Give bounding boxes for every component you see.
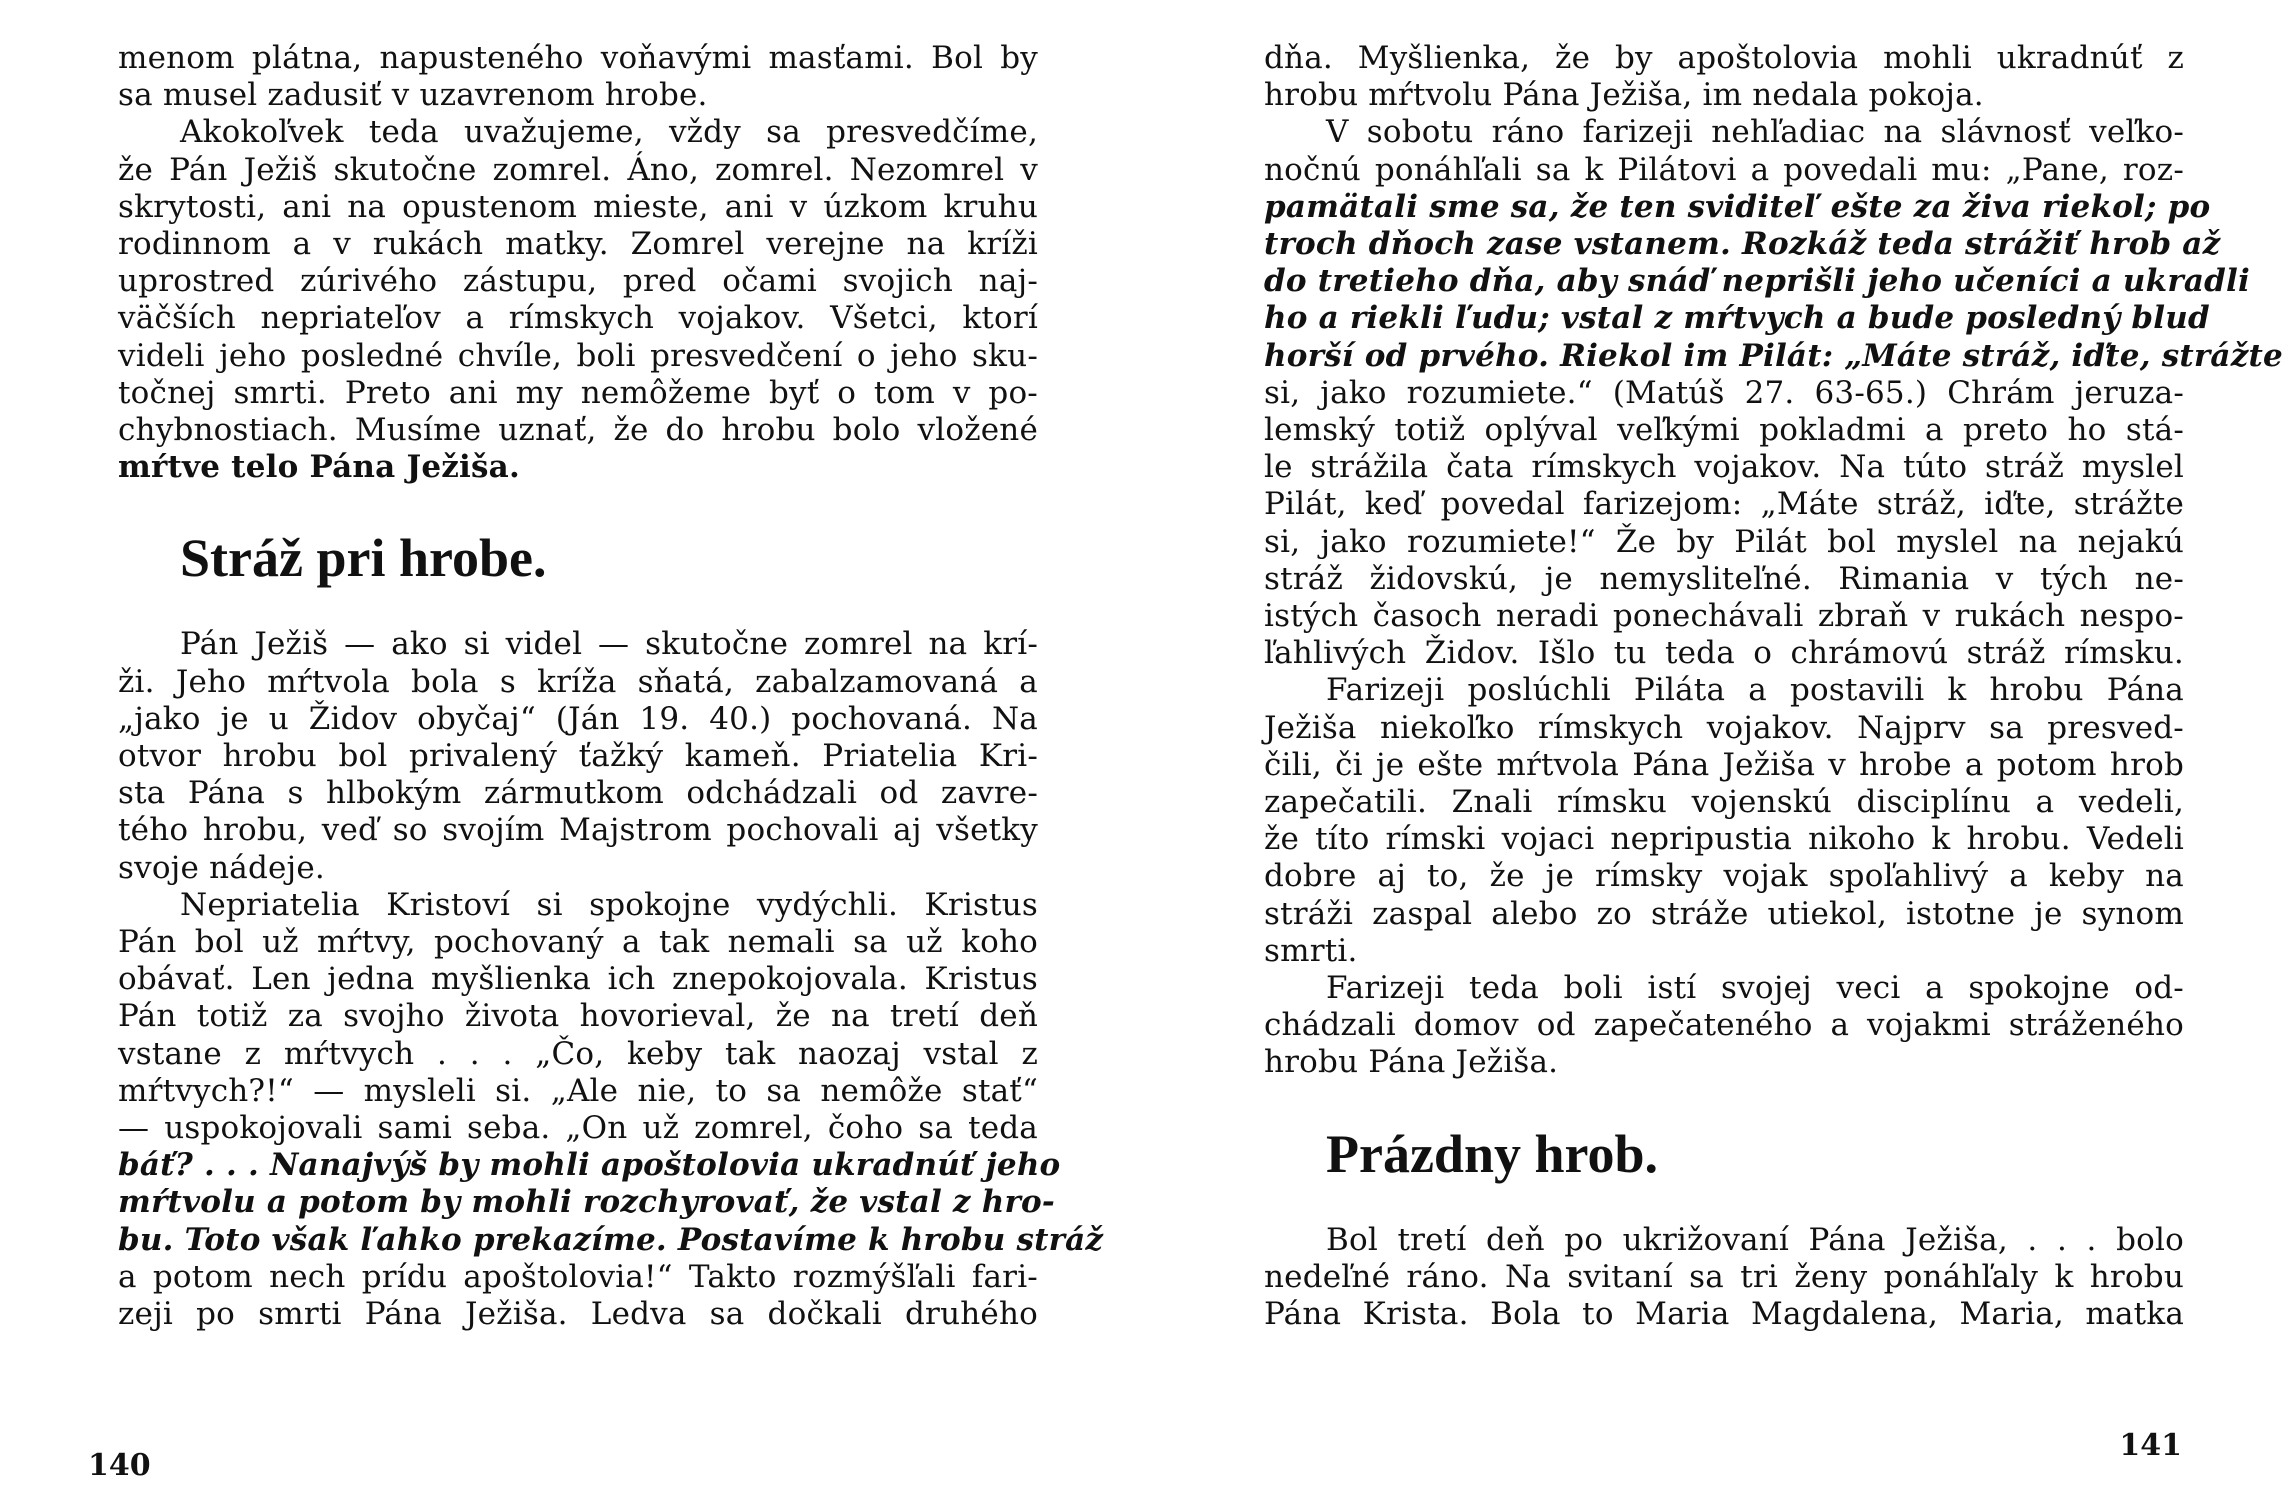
text-line: V sobotu ráno farizeji nehľadiac na slávnosť veľko- xyxy=(1326,114,2184,151)
text-line: Akokoľvek teda uvažujeme, vždy sa presvedčíme, xyxy=(180,114,1038,151)
text-line: bu. Toto však ľahko prekazíme. Postavíme k hrobu stráž xyxy=(118,1221,1104,1258)
text-line: Ježiša niekoľko rímskych vojakov. Najprv sa presved- xyxy=(1264,709,2184,746)
text-line: Pilát, keď povedal farizejom: „Máte stráž, iďte, strážte xyxy=(1264,486,2184,523)
text-line: mŕtvych?!“ — mysleli si. „Ale nie, to sa nemôže stať“ xyxy=(118,1072,1038,1109)
text-line: uprostred zúrivého zástupu, pred očami svojich naj- xyxy=(118,263,1038,300)
text-line: chádzali domov od zapečateného a vojakmi stráženého xyxy=(1264,1007,2184,1044)
text-line: chybnostiach. Musíme uznať, že do hrobu bolo vložené xyxy=(118,412,1038,449)
left-text-block-2 xyxy=(118,626,1104,1333)
text-line: videli jeho posledné chvíle, boli presvedčení o jeho sku- xyxy=(118,337,1038,374)
text-line: lemský totiž oplýval veľkými pokladmi a preto ho stá- xyxy=(1264,412,2184,449)
text-line: obávať. Len jedna myšlienka ich znepokojovala. Kristus xyxy=(118,961,1038,998)
text-line: mŕtvolu a potom by mohli rozchyrovať, že vstal z hro- xyxy=(118,1184,1055,1221)
right-page xyxy=(1146,0,2292,1500)
text-line: stráž židovskú, je nemysliteľné. Rimania v tých ne- xyxy=(1264,560,2184,597)
text-line: skrytosti, ani na opustenom mieste, ani v úzkom kruhu xyxy=(118,188,1038,225)
text-line: Pán totiž za svojho života hovorieval, že na tretí deň xyxy=(118,998,1038,1035)
text-line: nedeľné ráno. Na svitaní sa tri ženy ponáhľaly k hrobu xyxy=(1264,1258,2184,1295)
section-heading: Stráž pri hrobe. xyxy=(180,528,547,589)
text-line: čili, či je ešte mŕtvola Pána Ježiša v hrobe a potom hrob xyxy=(1264,746,2184,783)
text-line: väčších nepriateľov a rímskych vojakov. Všetci, ktorí xyxy=(118,300,1038,337)
page-number: 140 xyxy=(88,1448,151,1483)
text-line: vstane z mŕtvych . . . „Čo, keby tak naozaj vstal z xyxy=(118,1035,1038,1072)
text-line: tého hrobu, veď so svojím Majstrom pochovali aj všetky xyxy=(118,812,1038,849)
text-line: otvor hrobu bol privalený ťažký kameň. Priatelia Kri- xyxy=(118,738,1038,775)
text-line: do tretieho dňa, aby snáď neprišli jeho učeníci a ukradli xyxy=(1264,263,2250,300)
text-line: že títo rímski vojaci nepripustia nikoho k hrobu. Vedeli xyxy=(1264,821,2184,858)
text-line: Bol tretí deň po ukrižovaní Pána Ježiša, . . . bolo xyxy=(1326,1221,2184,1258)
text-line: stráži zaspal alebo zo stráže utiekol, istotne je synom xyxy=(1264,895,2184,932)
text-line: menom plátna, napusteného voňavými masťami. Bol by xyxy=(118,40,1038,76)
right-text-block-2 xyxy=(1264,1222,2184,1334)
text-line: báť? . . . Nanajvýš by mohli apoštolovia ukradnúť jeho xyxy=(118,1147,1061,1184)
text-line: rodinnom a v rukách matky. Zomrel verejne na kríži xyxy=(118,226,1038,263)
text-line: nočnú ponáhľali sa k Pilátovi a povedali mu: „Pane, roz- xyxy=(1264,151,2184,188)
text-line: ho a riekli ľudu; vstal z mŕtvych a bude posledný blud xyxy=(1264,300,2210,337)
text-line: — uspokojovali sami seba. „On už zomrel, čoho sa teda xyxy=(118,1110,1038,1147)
page-number: 141 xyxy=(2119,1428,2182,1463)
text-line: istých časoch neradi ponechávali zbraň v rukách nespo- xyxy=(1264,598,2184,635)
text-line: dobre aj to, že je rímsky vojak spoľahlivý a keby na xyxy=(1264,858,2184,895)
text-line: a potom nech prídu apoštolovia!“ Takto rozmýšľali fari- xyxy=(118,1258,1038,1295)
left-text-block-1 xyxy=(118,40,1038,486)
text-line: si, jako rozumiete.“ (Matúš 27. 63-65.) Chrám jeruza- xyxy=(1264,374,2184,411)
text-line: ži. Jeho mŕtvola bola s kríža sňatá, zabalzamovaná a xyxy=(118,663,1038,700)
text-line: Pána Krista. Bola to Maria Magdalena, Maria, matka xyxy=(1264,1296,2184,1333)
text-line: Pán bol už mŕtvy, pochovaný a tak nemali sa už koho xyxy=(118,924,1038,961)
text-line: svoje nádeje. xyxy=(118,849,325,886)
text-line: pamätali sme sa, že ten sviditeľ ešte za živa riekol; po xyxy=(1264,188,2211,225)
text-line: troch dňoch zase vstanem. Rozkáž teda strážiť hrob až xyxy=(1264,226,2221,263)
left-text-column xyxy=(118,40,1104,1333)
text-line: zapečatili. Znali rímsku vojenskú disciplínu a vedeli, xyxy=(1264,784,2184,821)
text-line: smrti. xyxy=(1264,932,1358,969)
text-line: hrobu mŕtvolu Pána Ježiša, im nedala pokoja. xyxy=(1264,77,1984,114)
text-line: Farizeji poslúchli Piláta a postavili k hrobu Pána xyxy=(1326,672,2184,709)
text-line: sta Pána s hlbokým zármutkom odchádzali od zavre- xyxy=(118,775,1038,812)
text-line: že Pán Ježiš skutočne zomrel. Áno, zomrel. Nezomrel v xyxy=(118,151,1038,188)
section-heading: Prázdny hrob. xyxy=(1326,1123,1659,1184)
text-line: horší od prvého. Riekol im Pilát: „Máte stráž, iďte, strážte xyxy=(1264,337,2283,374)
text-line: Nepriatelia Kristoví si spokojne vydýchli. Kristus xyxy=(180,886,1038,923)
text-line: le strážila čata rímskych vojakov. Na túto stráž myslel xyxy=(1264,449,2184,486)
text-line: točnej smrti. Preto ani my nemôžeme byť o tom v po- xyxy=(118,374,1038,411)
text-line: sa musel zadusiť v uzavrenom hrobe. xyxy=(118,77,708,114)
text-line: dňa. Myšlienka, že by apoštolovia mohli ukradnúť z xyxy=(1264,40,2184,76)
text-line: ľahlivých Židov. Išlo tu teda o chrámovú stráž rímsku. xyxy=(1264,635,2184,672)
text-line: Pán Ježiš — ako si videl — skutočne zomrel na krí- xyxy=(180,626,1038,663)
text-line: hrobu Pána Ježiša. xyxy=(1264,1044,1559,1081)
text-line: Farizeji teda boli istí svojej veci a spokojne od- xyxy=(1326,970,2184,1007)
text-line: „jako je u Židov obyčaj“ (Ján 19. 40.) pochovaná. Na xyxy=(118,700,1038,737)
text-line: si, jako rozumiete!“ Že by Pilát bol myslel na nejakú xyxy=(1264,523,2184,560)
right-text-block-1 xyxy=(1264,40,2283,1082)
text-line: zeji po smrti Pána Ježiša. Ledva sa dočkali druhého xyxy=(118,1296,1038,1333)
right-text-column xyxy=(1264,40,2283,1333)
text-line: mŕtve telo Pána Ježiša. xyxy=(118,449,520,486)
